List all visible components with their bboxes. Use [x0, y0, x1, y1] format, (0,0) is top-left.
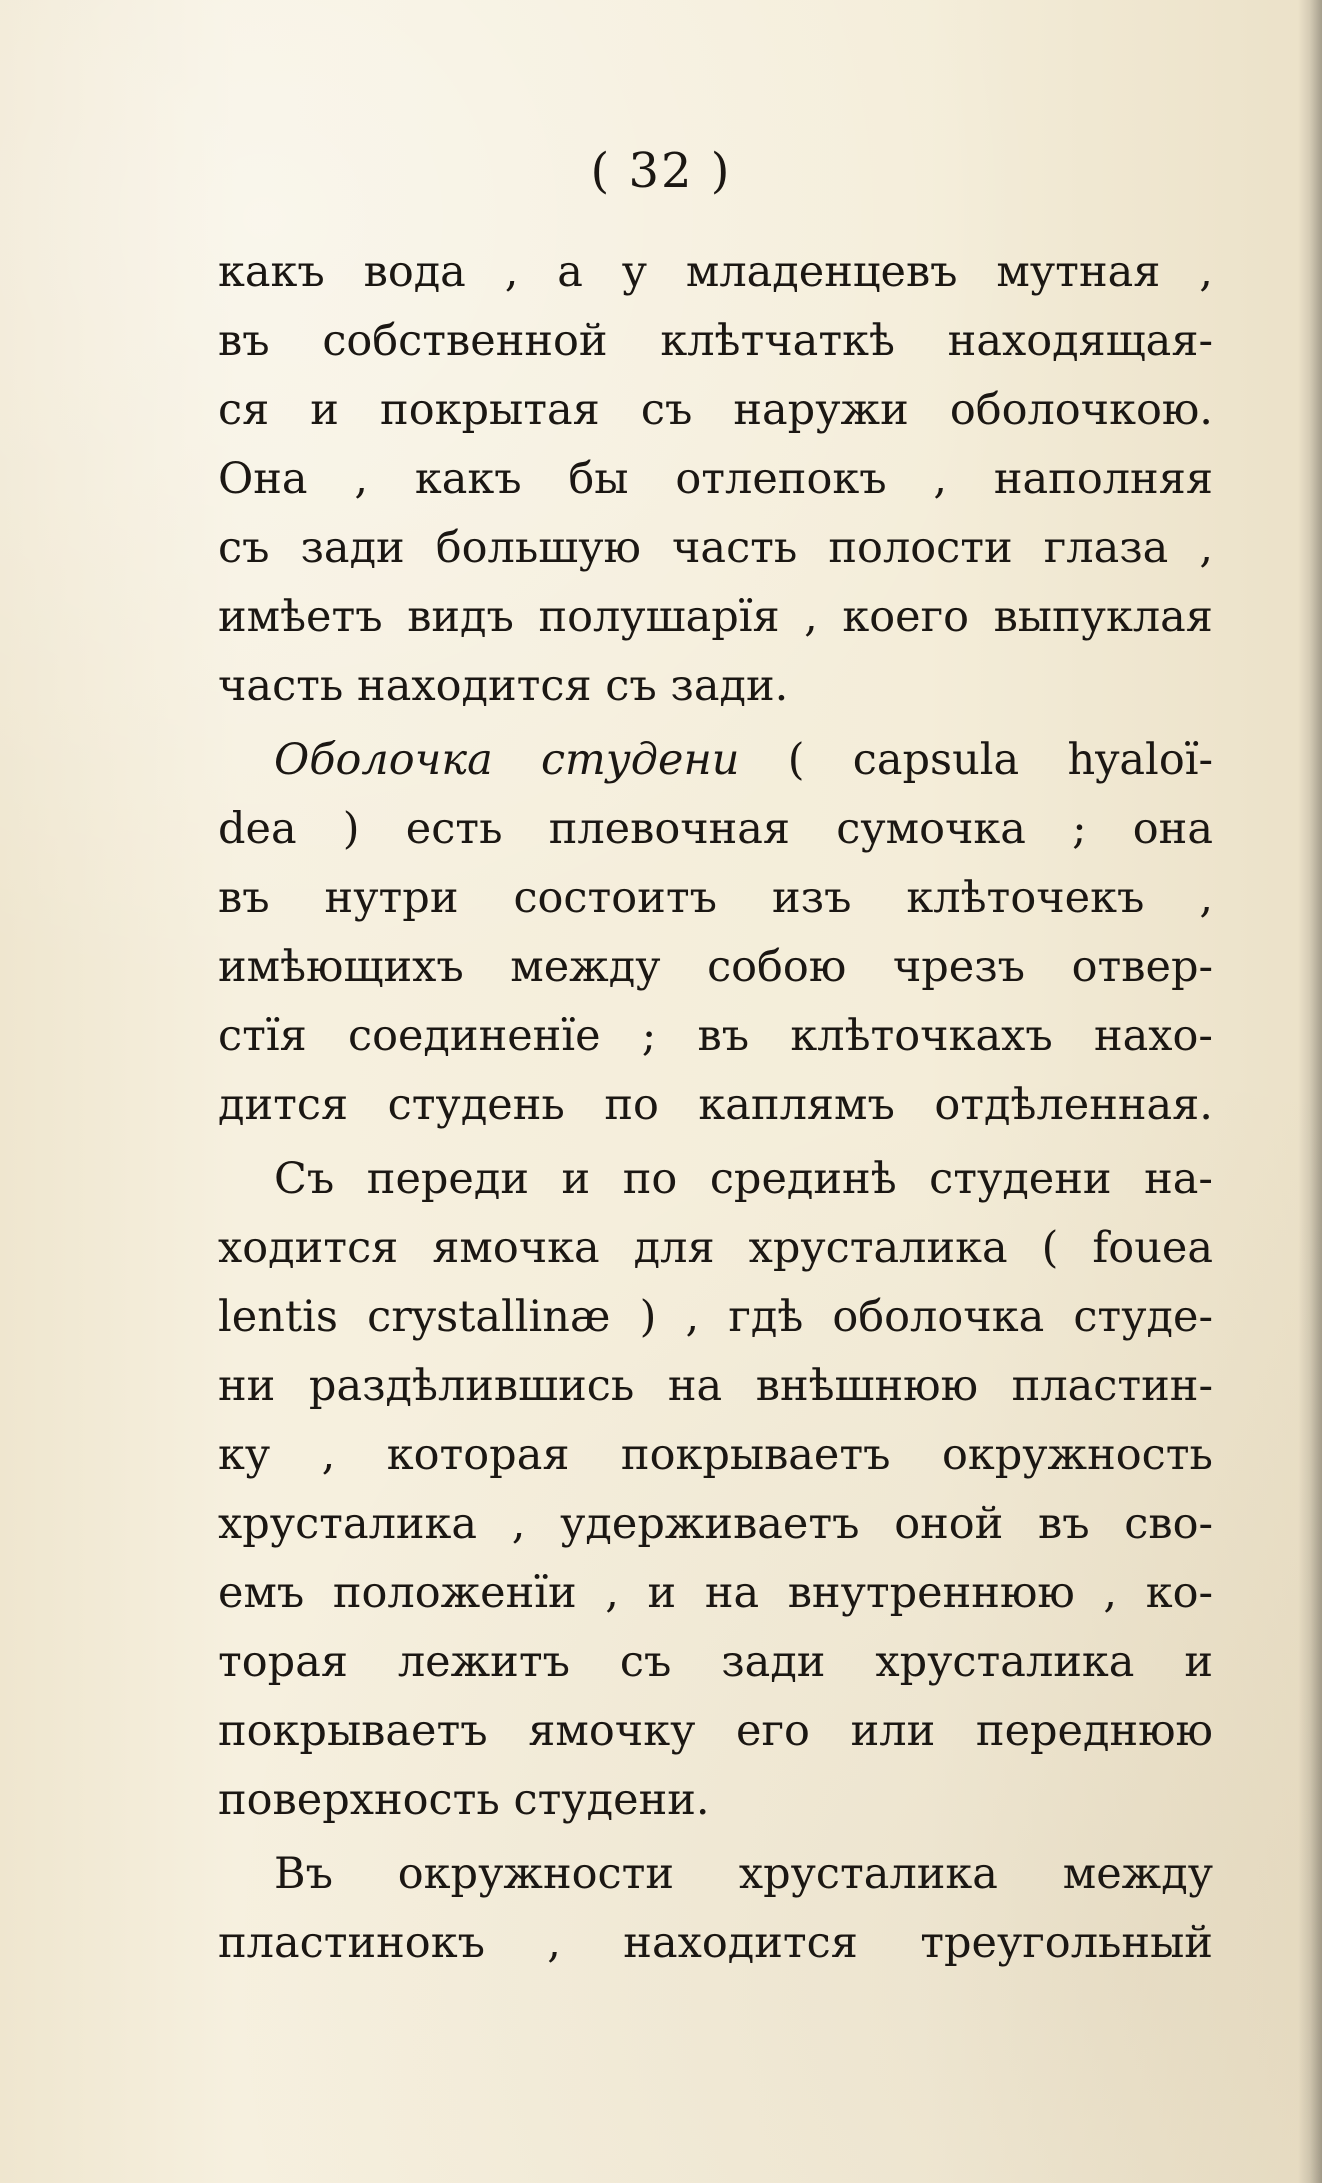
text-line	[218, 1840, 1213, 1909]
page-text	[218, 238, 1213, 1978]
text-line	[218, 1145, 1213, 1214]
word: ко-	[1145, 1568, 1213, 1618]
word: покрываетъ	[218, 1706, 488, 1756]
text-line	[218, 1283, 1213, 1352]
word: торая	[218, 1637, 348, 1687]
word: capsula	[852, 735, 1020, 785]
word: студени	[929, 1154, 1112, 1204]
word: съ	[605, 661, 657, 711]
word: ;	[641, 1011, 657, 1061]
text-line	[218, 864, 1213, 933]
word: между	[1062, 1849, 1213, 1899]
word: поверхность	[218, 1775, 500, 1825]
text-line	[218, 1071, 1213, 1140]
word: пластинокъ	[218, 1918, 485, 1968]
word: находится	[357, 661, 592, 711]
word: собою	[707, 942, 847, 992]
word: ,	[1103, 1568, 1118, 1618]
word: между	[510, 942, 661, 992]
word: ходится	[218, 1223, 399, 1273]
word: соединенїе	[348, 1011, 601, 1061]
word: его	[736, 1706, 810, 1756]
text-line	[218, 307, 1213, 376]
word: сумочка	[836, 804, 1026, 854]
text-line	[218, 1002, 1213, 1071]
word: коего	[842, 592, 970, 642]
page-edge-shadow	[1298, 0, 1322, 2183]
word: (	[1041, 1223, 1059, 1273]
word: fouea	[1092, 1223, 1213, 1273]
word: ,	[1199, 873, 1213, 923]
word: сво-	[1124, 1499, 1213, 1549]
word: глаза	[1043, 523, 1169, 573]
word: по	[622, 1154, 678, 1204]
word: отлепокъ	[675, 454, 887, 504]
text-line	[218, 583, 1213, 652]
word: ямочка	[432, 1223, 600, 1273]
word: нахо-	[1093, 1011, 1213, 1061]
word: удерживаетъ	[560, 1499, 860, 1549]
text-line	[218, 1909, 1213, 1978]
word: въ	[218, 873, 270, 923]
text-line	[218, 1559, 1213, 1628]
word: срединѣ	[709, 1154, 897, 1204]
word: въ	[697, 1011, 750, 1061]
word: выпуклая	[993, 592, 1213, 642]
word: отдѣленная.	[934, 1080, 1213, 1130]
word: и	[1184, 1637, 1213, 1687]
word: съ	[619, 1637, 672, 1687]
word: ся	[218, 385, 270, 435]
word: студе-	[1073, 1292, 1213, 1342]
word: зади	[721, 1637, 826, 1687]
word: зади	[300, 523, 405, 573]
text-line	[218, 1421, 1213, 1490]
word: имѣющихъ	[218, 942, 464, 992]
text-line	[218, 1214, 1213, 1283]
word: hyaloï-	[1067, 735, 1213, 785]
word: съ	[218, 523, 270, 573]
text-line	[218, 514, 1213, 583]
word: покрываетъ	[620, 1430, 891, 1480]
text-line	[218, 652, 1213, 721]
word: клѣточкахъ	[790, 1011, 1053, 1061]
word: состоитъ	[513, 873, 717, 923]
word: по	[604, 1080, 659, 1130]
word: положенїи	[332, 1568, 577, 1618]
word: пластин-	[1011, 1361, 1213, 1411]
text-line	[218, 933, 1213, 1002]
word: стїя	[218, 1011, 307, 1061]
word: имѣетъ	[218, 592, 383, 642]
word: окружность	[941, 1430, 1213, 1480]
text-line	[218, 376, 1213, 445]
word: (	[787, 735, 805, 785]
word: на-	[1144, 1154, 1213, 1204]
word: отвер-	[1071, 942, 1213, 992]
word: хрусталика	[738, 1849, 998, 1899]
word: часть	[218, 661, 344, 711]
word: каплямъ	[698, 1080, 895, 1130]
word: переди	[366, 1154, 530, 1204]
word: ,	[933, 454, 948, 504]
word: зади.	[670, 661, 789, 711]
word: ,	[547, 1918, 561, 1968]
word: студени	[540, 735, 740, 785]
word: ямочку	[528, 1706, 696, 1756]
word: нутри	[324, 873, 459, 923]
word: она	[1132, 804, 1213, 854]
text-line	[218, 1352, 1213, 1421]
word: которая	[386, 1430, 570, 1480]
word: и	[310, 385, 339, 435]
word: лежитъ	[397, 1637, 570, 1687]
text-line	[218, 795, 1213, 864]
word: переднюю	[975, 1706, 1213, 1756]
word: хрусталика	[748, 1223, 1008, 1273]
word: треугольный	[920, 1918, 1213, 1968]
text-line	[218, 1628, 1213, 1697]
word: Оболочка	[274, 735, 493, 785]
word: какъ	[218, 247, 325, 297]
word: )	[639, 1292, 657, 1342]
word: оной	[894, 1499, 1004, 1549]
word: раздѣлившись	[308, 1361, 635, 1411]
word: у	[621, 247, 648, 297]
word: въ	[218, 316, 270, 366]
word: оболочка	[832, 1292, 1045, 1342]
word: гдѣ	[728, 1292, 804, 1342]
word: видъ	[407, 592, 514, 642]
word: ,	[1199, 523, 1213, 573]
word: полости	[828, 523, 1013, 573]
word: или	[850, 1706, 936, 1756]
word: ни	[218, 1361, 276, 1411]
text-line	[218, 238, 1213, 307]
word: Она	[218, 454, 308, 504]
word: ,	[1199, 247, 1213, 297]
word: находится	[623, 1918, 858, 1968]
word: какъ	[414, 454, 522, 504]
word: Въ	[274, 1849, 333, 1899]
word: изъ	[771, 873, 852, 923]
text-line	[218, 726, 1213, 795]
word: ,	[605, 1568, 619, 1618]
word: покрытая	[380, 385, 600, 435]
text-line	[218, 445, 1213, 514]
word: студень	[387, 1080, 565, 1130]
word: хрусталика	[875, 1637, 1135, 1687]
text-line	[218, 1490, 1213, 1559]
page-number: ( 32 )	[590, 143, 732, 199]
word: въ	[1038, 1499, 1090, 1549]
word: и	[647, 1568, 677, 1618]
word: ку	[218, 1430, 271, 1480]
word: dea	[218, 804, 297, 854]
word: )	[342, 804, 360, 854]
word: клѣточекъ	[906, 873, 1145, 923]
word: емъ	[218, 1568, 305, 1618]
word: плевочная	[548, 804, 791, 854]
word: наполняя	[993, 454, 1213, 504]
word: ,	[685, 1292, 700, 1342]
word: ,	[354, 454, 369, 504]
word: собственной	[322, 316, 608, 366]
word: ,	[504, 247, 519, 297]
word: часть	[672, 523, 798, 573]
word: crystallinæ	[367, 1292, 611, 1342]
word: на	[667, 1361, 723, 1411]
word: дится	[218, 1080, 349, 1130]
word: оболочкою.	[949, 385, 1213, 435]
text-line	[218, 1766, 1213, 1835]
word: lentis	[218, 1292, 338, 1342]
word: младенцевъ	[685, 247, 958, 297]
word: внѣшнюю	[755, 1361, 979, 1411]
word: большую	[435, 523, 641, 573]
word: полушарїя	[538, 592, 780, 642]
word: хрусталика	[218, 1499, 478, 1549]
word: для	[633, 1223, 715, 1273]
word: мутная	[996, 247, 1161, 297]
word: ,	[321, 1430, 336, 1480]
word: бы	[568, 454, 629, 504]
word: Съ	[274, 1154, 335, 1204]
word: а	[557, 247, 583, 297]
word: ,	[804, 592, 818, 642]
word: ;	[1072, 804, 1087, 854]
word: находящая-	[947, 316, 1213, 366]
word: на	[704, 1568, 760, 1618]
word: окружности	[397, 1849, 675, 1899]
word: наружи	[733, 385, 909, 435]
word: и	[561, 1154, 591, 1204]
word: клѣтчаткѣ	[660, 316, 895, 366]
word: внутреннюю	[787, 1568, 1075, 1618]
text-line	[218, 1697, 1213, 1766]
word: чрезъ	[892, 942, 1026, 992]
word: студени.	[513, 1775, 710, 1825]
word: вода	[363, 247, 466, 297]
word: ,	[511, 1499, 526, 1549]
word: съ	[640, 385, 693, 435]
word: есть	[405, 804, 503, 854]
